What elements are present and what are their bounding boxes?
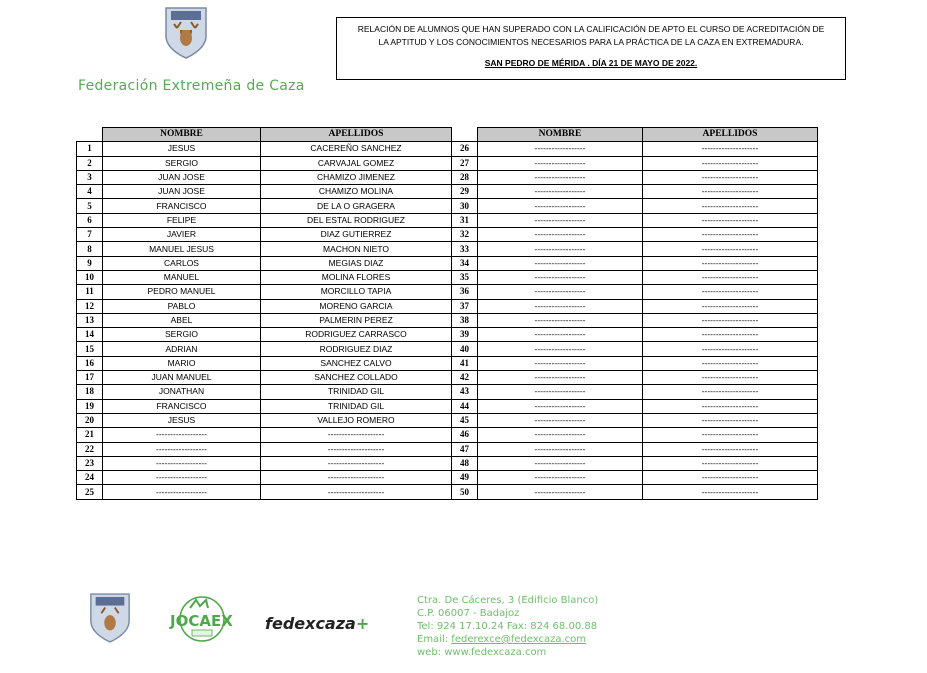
table-row (77, 313, 818, 327)
row-number-left: 20 (77, 413, 103, 427)
row-number-right: 26 (452, 142, 478, 156)
nombre-cell: ------------------ (103, 456, 261, 470)
row-number-left: 16 (77, 356, 103, 370)
nombre-cell: JONATHAN (103, 385, 261, 399)
row-number-right: 50 (452, 485, 478, 499)
federation-shield-logo-footer (88, 592, 132, 644)
apellidos-cell: -------------------- (261, 471, 452, 485)
apellidos-cell: TRINIDAD GIL (261, 399, 452, 413)
row-number-left: 1 (77, 142, 103, 156)
nombre-cell: ------------------ (103, 485, 261, 499)
apellidos-cell: MEGIAS DIAZ (261, 256, 452, 270)
nombre-cell: SERGIO (103, 328, 261, 342)
nombre-cell: MARIO (103, 356, 261, 370)
contact-address: Ctra. De Cáceres, 3 (Edificio Blanco) (417, 595, 599, 606)
table-row (77, 328, 818, 342)
apellidos-cell: PALMERIN PEREZ (261, 313, 452, 327)
contact-web[interactable]: web: www.fedexcaza.com (417, 647, 547, 658)
row-number-right: 44 (452, 399, 478, 413)
table-row (77, 456, 818, 470)
row-number-left: 5 (77, 199, 103, 213)
row-number-right: 30 (452, 199, 478, 213)
table-row (77, 428, 818, 442)
nombre-cell: ------------------ (478, 270, 643, 284)
row-number-left: 23 (77, 456, 103, 470)
header-apellidos-right: APELLIDOS (643, 128, 818, 142)
table-row (77, 471, 818, 485)
federation-shield-logo (163, 6, 209, 60)
apellidos-cell: -------------------- (261, 428, 452, 442)
nombre-cell: CARLOS (103, 256, 261, 270)
contact-email-link[interactable]: federexce@fedexcaza.com (451, 634, 587, 645)
nombre-cell: ------------------ (103, 428, 261, 442)
header-apellidos-left: APELLIDOS (261, 128, 452, 142)
apellidos-cell: MORENO GARCIA (261, 299, 452, 313)
federation-name: Federación Extremeña de Caza (78, 78, 305, 94)
nombre-cell: JUAN JOSE (103, 170, 261, 184)
apellidos-cell: -------------------- (643, 228, 818, 242)
row-number-right: 49 (452, 471, 478, 485)
header-spacer (452, 128, 478, 142)
row-number-left: 25 (77, 485, 103, 499)
row-number-right: 38 (452, 313, 478, 327)
apellidos-cell: -------------------- (643, 270, 818, 284)
nombre-cell: JESUS (103, 413, 261, 427)
nombre-cell: ------------------ (478, 142, 643, 156)
nombre-cell: ------------------ (478, 156, 643, 170)
apellidos-cell: DE LA O GRAGERA (261, 199, 452, 213)
table-row (77, 371, 818, 385)
table-row (77, 385, 818, 399)
row-number-left: 14 (77, 328, 103, 342)
apellidos-cell: VALLEJO ROMERO (261, 413, 452, 427)
nombre-cell: ------------------ (478, 256, 643, 270)
apellidos-cell: CARVAJAL GOMEZ (261, 156, 452, 170)
row-number-right: 37 (452, 299, 478, 313)
table-row (77, 485, 818, 499)
nombre-cell: JUAN JOSE (103, 185, 261, 199)
nombre-cell: ------------------ (478, 299, 643, 313)
table-row (77, 270, 818, 284)
nombre-cell: ------------------ (478, 342, 643, 356)
apellidos-cell: -------------------- (643, 342, 818, 356)
table-row (77, 199, 818, 213)
row-number-right: 28 (452, 170, 478, 184)
row-number-right: 40 (452, 342, 478, 356)
nombre-cell: ------------------ (478, 485, 643, 499)
row-number-right: 41 (452, 356, 478, 370)
apellidos-cell: DEL ESTAL RODRIGUEZ (261, 213, 452, 227)
title-line-1: RELACIÓN DE ALUMNOS QUE HAN SUPERADO CON LA CALIFICACIÓN DE APTO EL CURSO DE ACREDITACIÓN DE (357, 24, 825, 34)
row-number-right: 46 (452, 428, 478, 442)
nombre-cell: ------------------ (478, 428, 643, 442)
apellidos-cell: MOLINA FLORES (261, 270, 452, 284)
nombre-cell: ABEL (103, 313, 261, 327)
table-row (77, 442, 818, 456)
nombre-cell: FELIPE (103, 213, 261, 227)
row-number-right: 39 (452, 328, 478, 342)
apellidos-cell: -------------------- (643, 213, 818, 227)
apellidos-cell: MORCILLO TAPIA (261, 285, 452, 299)
row-number-left: 15 (77, 342, 103, 356)
contact-phone: Tel: 924 17.10.24 Fax: 824 68.00.88 (417, 621, 598, 632)
row-number-right: 29 (452, 185, 478, 199)
row-number-left: 6 (77, 213, 103, 227)
nombre-cell: ------------------ (478, 328, 643, 342)
row-number-right: 43 (452, 385, 478, 399)
apellidos-cell: -------------------- (643, 185, 818, 199)
apellidos-cell: -------------------- (643, 328, 818, 342)
apellidos-cell: -------------------- (643, 371, 818, 385)
apellidos-cell: -------------------- (643, 142, 818, 156)
apellidos-cell: TRINIDAD GIL (261, 385, 452, 399)
nombre-cell: ------------------ (478, 170, 643, 184)
document-title-box (336, 17, 846, 80)
apellidos-cell: MACHON NIETO (261, 242, 452, 256)
apellidos-cell: -------------------- (643, 299, 818, 313)
row-number-left: 21 (77, 428, 103, 442)
row-number-right: 36 (452, 285, 478, 299)
nombre-cell: JAVIER (103, 228, 261, 242)
row-number-left: 3 (77, 170, 103, 184)
apellidos-cell: SANCHEZ COLLADO (261, 371, 452, 385)
table-row (77, 242, 818, 256)
header-nombre-left: NOMBRE (103, 128, 261, 142)
title-line-2: LA APTITUD Y LOS CONOCIMIENTOS NECESARIOS PARA LA PRÁCTICA DE LA CAZA EN EXTREMADURA. (378, 37, 804, 47)
nombre-cell: ------------------ (478, 385, 643, 399)
row-number-right: 33 (452, 242, 478, 256)
table-row (77, 170, 818, 184)
nombre-cell: ------------------ (478, 213, 643, 227)
nombre-cell: FRANCISCO (103, 199, 261, 213)
nombre-cell: PEDRO MANUEL (103, 285, 261, 299)
apellidos-cell: -------------------- (261, 456, 452, 470)
nombre-cell: MANUEL (103, 270, 261, 284)
table-row (77, 156, 818, 170)
apellidos-cell: -------------------- (643, 170, 818, 184)
contact-block (417, 594, 598, 659)
row-number-left: 4 (77, 185, 103, 199)
apellidos-cell: SANCHEZ CALVO (261, 356, 452, 370)
row-number-right: 35 (452, 270, 478, 284)
table-row (77, 142, 818, 156)
row-number-left: 7 (77, 228, 103, 242)
row-number-right: 48 (452, 456, 478, 470)
nombre-cell: ------------------ (478, 456, 643, 470)
apellidos-cell: RODRIGUEZ CARRASCO (261, 328, 452, 342)
student-roster-table (76, 127, 818, 500)
apellidos-cell: -------------------- (643, 485, 818, 499)
row-number-left: 11 (77, 285, 103, 299)
apellidos-cell: -------------------- (261, 485, 452, 499)
row-number-left: 2 (77, 156, 103, 170)
contact-postal: C.P. 06007 - Badajoz (417, 608, 520, 619)
apellidos-cell: -------------------- (643, 199, 818, 213)
nombre-cell: ------------------ (478, 242, 643, 256)
row-number-left: 19 (77, 399, 103, 413)
header-nombre-right: NOMBRE (478, 128, 643, 142)
row-number-left: 13 (77, 313, 103, 327)
table-row (77, 413, 818, 427)
row-number-left: 12 (77, 299, 103, 313)
fedexcaza-label: fedexcaza (265, 614, 356, 633)
nombre-cell: ------------------ (103, 471, 261, 485)
apellidos-cell: -------------------- (643, 399, 818, 413)
nombre-cell: ------------------ (478, 199, 643, 213)
nombre-cell: ------------------ (478, 442, 643, 456)
apellidos-cell: -------------------- (643, 313, 818, 327)
document-subtitle: SAN PEDRO DE MÉRIDA . DÍA 21 DE MAYO DE 2022. (484, 58, 698, 68)
row-number-right: 27 (452, 156, 478, 170)
apellidos-cell: -------------------- (643, 413, 818, 427)
apellidos-cell: CHAMIZO MOLINA (261, 185, 452, 199)
apellidos-cell: -------------------- (643, 428, 818, 442)
row-number-right: 42 (452, 371, 478, 385)
nombre-cell: ------------------ (478, 228, 643, 242)
nombre-cell: MANUEL JESUS (103, 242, 261, 256)
nombre-cell: ------------------ (478, 285, 643, 299)
apellidos-cell: -------------------- (643, 356, 818, 370)
nombre-cell: ------------------ (478, 471, 643, 485)
apellidos-cell: -------------------- (643, 456, 818, 470)
row-number-left: 9 (77, 256, 103, 270)
row-number-right: 31 (452, 213, 478, 227)
apellidos-cell: -------------------- (643, 242, 818, 256)
apellidos-cell: -------------------- (643, 471, 818, 485)
nombre-cell: ------------------ (478, 413, 643, 427)
apellidos-cell: -------------------- (643, 385, 818, 399)
nombre-cell: ADRIAN (103, 342, 261, 356)
contact-email-prefix: Email: (417, 634, 452, 645)
row-number-left: 8 (77, 242, 103, 256)
row-number-right: 45 (452, 413, 478, 427)
row-number-right: 32 (452, 228, 478, 242)
nombre-cell: SERGIO (103, 156, 261, 170)
apellidos-cell: CHAMIZO JIMENEZ (261, 170, 452, 184)
table-row (77, 228, 818, 242)
jocaex-label: JOCAEX (170, 612, 233, 630)
apellidos-cell: RODRIGUEZ DIAZ (261, 342, 452, 356)
table-header-row (77, 128, 818, 142)
table-row (77, 342, 818, 356)
table-row (77, 185, 818, 199)
row-number-left: 18 (77, 385, 103, 399)
table-row (77, 356, 818, 370)
nombre-cell: ------------------ (478, 185, 643, 199)
nombre-cell: ------------------ (478, 399, 643, 413)
nombre-cell: JUAN MANUEL (103, 371, 261, 385)
table-body (77, 142, 818, 499)
header-spacer (77, 128, 103, 142)
contact-email-row (417, 633, 598, 646)
nombre-cell: ------------------ (103, 442, 261, 456)
apellidos-cell: -------------------- (643, 285, 818, 299)
nombre-cell: PABLO (103, 299, 261, 313)
table-row (77, 299, 818, 313)
row-number-left: 22 (77, 442, 103, 456)
nombre-cell: FRANCISCO (103, 399, 261, 413)
apellidos-cell: -------------------- (643, 442, 818, 456)
nombre-cell: ------------------ (478, 356, 643, 370)
table-row (77, 285, 818, 299)
jocaex-logo (168, 594, 236, 644)
fedexcaza-logo (265, 614, 369, 633)
row-number-right: 34 (452, 256, 478, 270)
row-number-left: 17 (77, 371, 103, 385)
apellidos-cell: DIAZ GUTIERREZ (261, 228, 452, 242)
row-number-left: 24 (77, 471, 103, 485)
nombre-cell: JESUS (103, 142, 261, 156)
table-row (77, 399, 818, 413)
table-row (77, 213, 818, 227)
apellidos-cell: -------------------- (261, 442, 452, 456)
nombre-cell: ------------------ (478, 371, 643, 385)
table-row (77, 256, 818, 270)
apellidos-cell: CACEREÑO SANCHEZ (261, 142, 452, 156)
row-number-left: 10 (77, 270, 103, 284)
plus-icon: + (355, 614, 370, 633)
apellidos-cell: -------------------- (643, 156, 818, 170)
row-number-right: 47 (452, 442, 478, 456)
apellidos-cell: -------------------- (643, 256, 818, 270)
nombre-cell: ------------------ (478, 313, 643, 327)
